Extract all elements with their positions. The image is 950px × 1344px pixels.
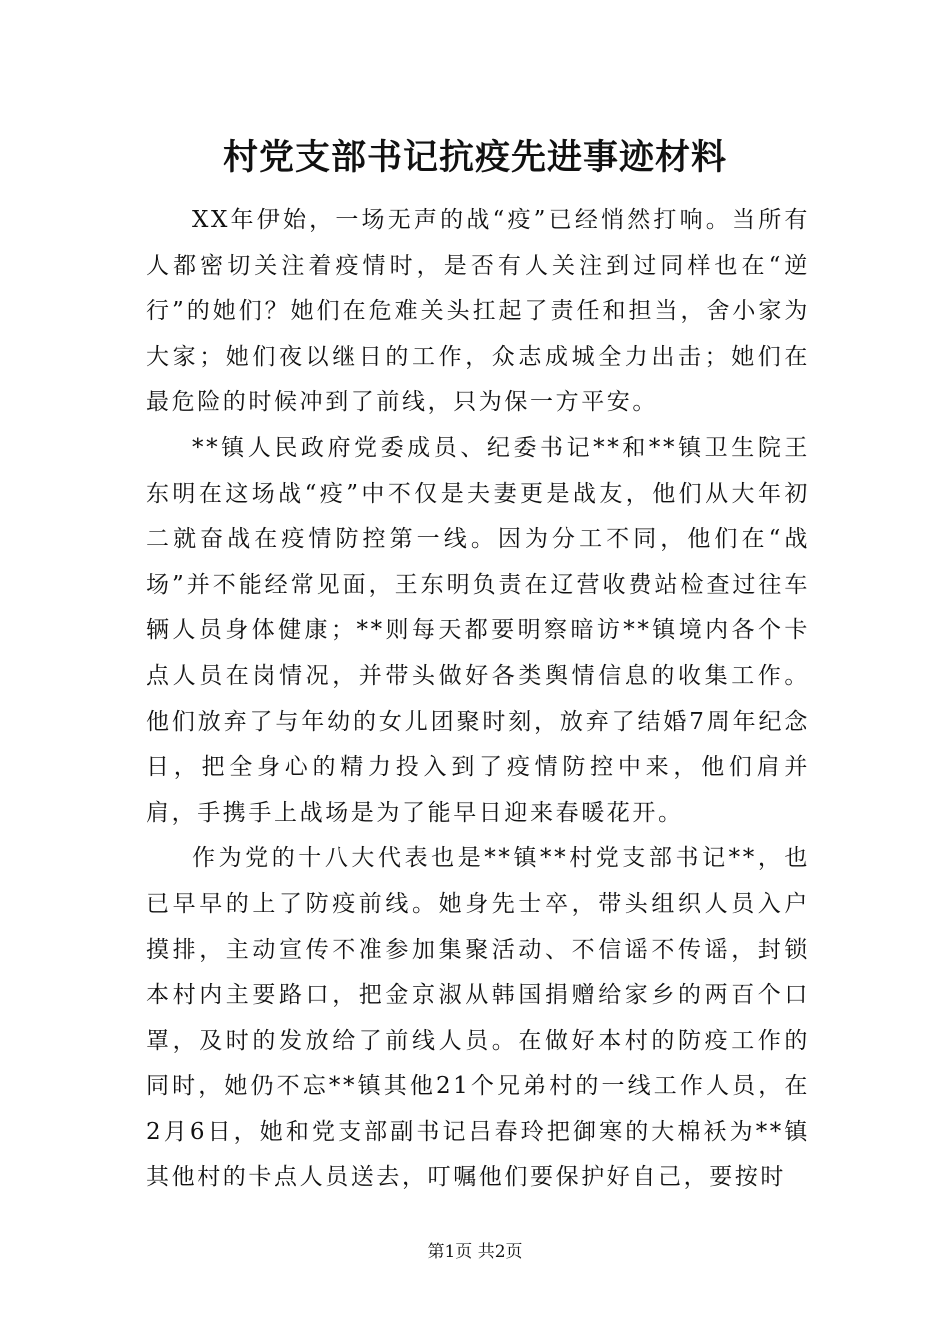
paragraph-2: **镇人民政府党委成员、纪委书记**和**镇卫生院王东明在这场战“疫”中不仅是夫妻更是战友，他们从大年初二就奋战在疫情防控第一线。因为分工不同，他们在“战场”并不能经常见面，王东明负责在辽营收费站检查过往车辆人员身体健康；**则每天都要明察暗访**镇境内各个卡点人员在岗情况，并带头做好各类舆情信息的收集工作。他们放弃了与年幼的女儿团聚时刻，放弃了结婚7周年纪念日，把全身心的精力投入到了疫情防控中来，他们肩并肩，手携手上战场是为了能早日迎来春暖花开。 [146,434,810,826]
paragraph-3: 作为党的十八大代表也是**镇**村党支部书记**，也已早早的上了防疫前线。她身先士卒，带头组织人员入户摸排，主动宣传不准参加集聚活动、不信谣不传谣，封锁本村内主要路口，把金京淑从韩国捐赠给家乡的两百个口罩，及时的发放给了前线人员。在做好本村的防疫工作的同时，她仍不忘**镇其他21个兄弟村的一线工作人员，在2月6日，她和党支部副书记吕春玲把御寒的大棉袄为**镇其他村的卡点人员送去，叮嘱他们要保护好自己，要按时 [146,845,810,1191]
paragraph-1: XX年伊始，一场无声的战“疫”已经悄然打响。当所有人都密切关注着疫情时，是否有人关注到过同样也在“逆行”的她们？她们在危难关头扛起了责任和担当，舍小家为大家；她们夜以继日的工作，众志成城全力出击；她们在最危险的时候冲到了前线，只为保一方平安。 [146,207,810,416]
page-footer: 第1页 共2页 [427,1242,523,1262]
document-body [146,198,810,1201]
document-title: 村党支部书记抗疫先进事迹材料 [222,137,727,178]
